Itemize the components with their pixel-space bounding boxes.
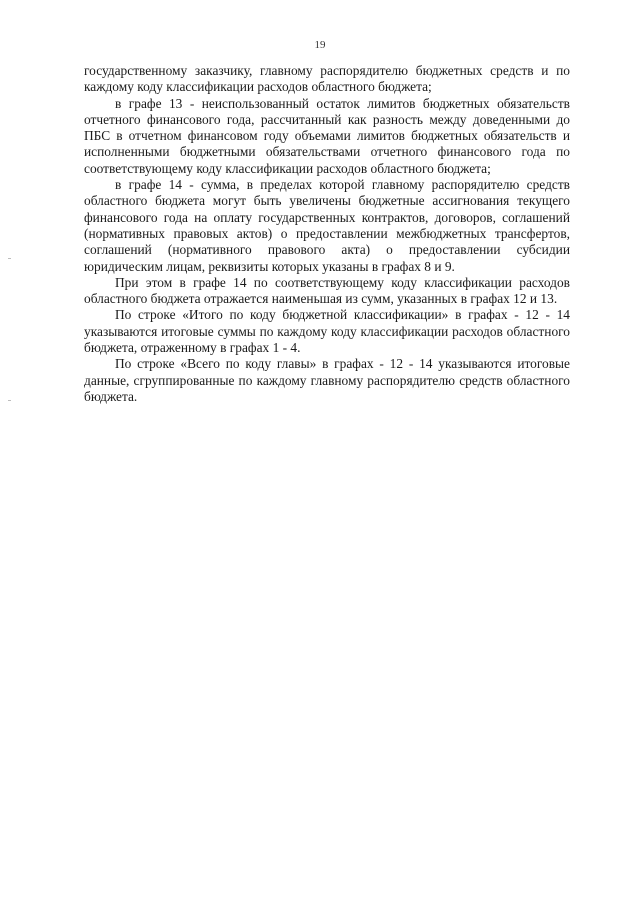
paragraph-continuation: государственному заказчику, главному распорядителю бюджетных средств и по каждому коду классификации расходов областного бюджета; [84, 63, 570, 95]
body-text [84, 63, 570, 405]
paragraph-total-by-chapter: По строке «Всего по коду главы» в графах - 12 - 14 указываются итоговые данные, сгруппированные по каждому главному распорядителю средств областного бюджета. [84, 356, 570, 404]
paragraph-column-13: в графе 13 - неиспользованный остаток лимитов бюджетных обязательств отчетного финансового года, рассчитанный как разность между доведенными до ПБС в отчетном финансовом году объемами лимитов бюджетных обязательств и исполненными бюджетными обязательствами отчетного финансового года по соответствующему коду классификации расходов областного бюджета; [84, 95, 570, 176]
paragraph-min-sum: При этом в графе 14 по соответствующему коду классификации расходов областного бюджета отражается наименьшая из сумм, указанных в графах 12 и 13. [84, 274, 570, 307]
margin-mark [8, 258, 11, 259]
paragraph-column-14: в графе 14 - сумма, в пределах которой главному распорядителю средств областного бюджета могут быть увеличены бюджетные ассигнования текущего финансового года на оплату государственных контрактов, договоров, соглашений (нормативных правовых актов) о предоставлении межбюджетных трансфертов, соглашений (нормативного правового акта) о предоставлении субсидии юридическим лицам, реквизиты которых указаны в графах 8 и 9. [84, 177, 570, 274]
page-number: 19 [314, 39, 326, 51]
paragraph-total-by-code: По строке «Итого по коду бюджетной классификации» в графах - 12 - 14 указываются итоговые суммы по каждому коду классификации расходов областного бюджета, отраженному в графах 1 - 4. [84, 307, 570, 356]
margin-mark [8, 400, 11, 401]
